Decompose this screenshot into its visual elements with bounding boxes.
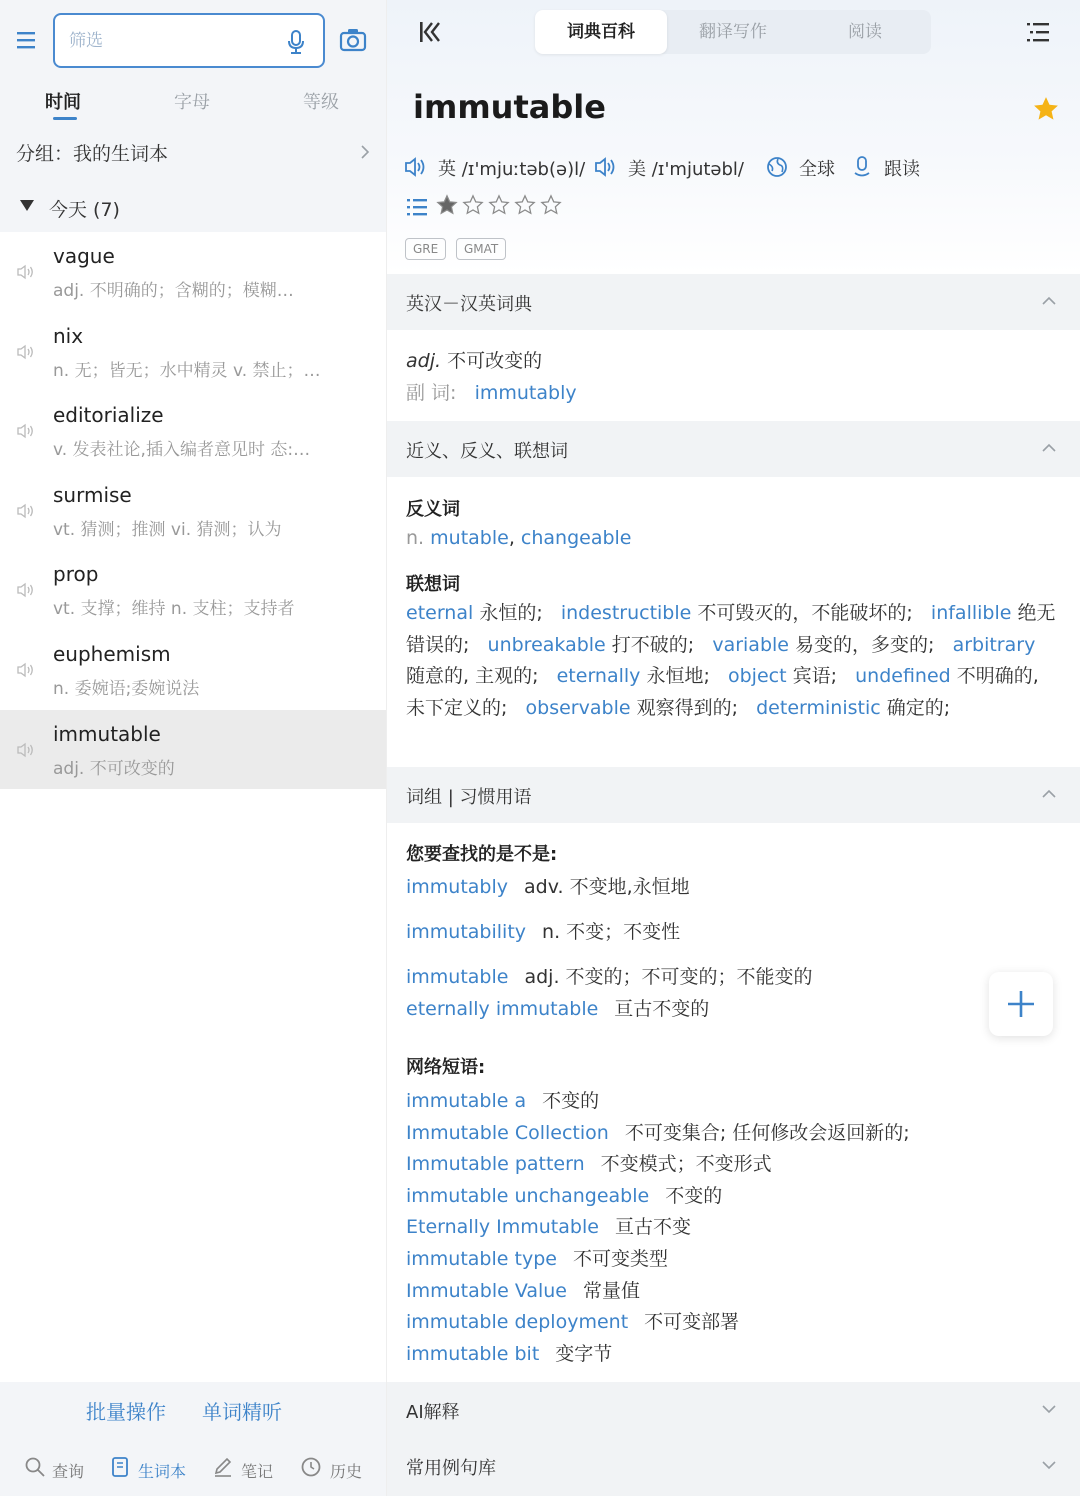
chevron-down-icon: [1041, 1459, 1057, 1471]
collapse-sidebar-icon[interactable]: [417, 20, 443, 44]
menu-icon[interactable]: [14, 28, 40, 52]
list-item-word: vague: [53, 244, 115, 268]
web-phrase-meaning: 不变的: [542, 1090, 600, 1112]
web-phrase[interactable]: Eternally Immutable: [406, 1216, 599, 1239]
web-phrase-item[interactable]: [406, 1307, 739, 1334]
active-tab-indicator: [53, 117, 77, 120]
speaker-uk-icon[interactable]: [404, 156, 428, 178]
lookup-item[interactable]: [406, 917, 680, 944]
web-phrase-item[interactable]: [406, 1339, 612, 1366]
web-phrase-item[interactable]: [406, 1149, 772, 1176]
web-phrase[interactable]: immutable unchangeable: [406, 1184, 650, 1207]
association-link[interactable]: object: [727, 665, 787, 687]
association-link[interactable]: variable: [712, 633, 789, 656]
star-empty-icon: [488, 194, 514, 216]
tab-translate-write[interactable]: 翻译写作: [699, 22, 767, 42]
tab-dictionary[interactable]: 词典百科: [535, 10, 667, 54]
list-item[interactable]: [0, 312, 386, 392]
list-item-word: prop: [53, 562, 99, 587]
sort-tab-time[interactable]: 时间: [45, 92, 81, 113]
list-item-definition: n. 委婉语;委婉说法: [53, 678, 200, 699]
section-title: 词组 | 习惯用语: [406, 787, 532, 808]
pencil-icon[interactable]: [212, 1456, 234, 1478]
lookup-meaning: n. 不变；不变性: [542, 921, 681, 943]
association-link[interactable]: indestructible: [560, 602, 692, 624]
collapse-triangle-icon: [20, 200, 34, 212]
word-book-footer: [0, 1382, 386, 1496]
word-list: [0, 232, 386, 789]
web-phrase[interactable]: immutable a: [406, 1090, 527, 1112]
nav-history[interactable]: 历史: [330, 1462, 363, 1481]
association-link[interactable]: observable: [525, 696, 631, 719]
web-phrase[interactable]: Immutable Collection: [406, 1121, 609, 1144]
antonym-link[interactable]: changeable: [520, 527, 632, 549]
association-meaning: 观察得到的;: [636, 696, 738, 719]
list-item[interactable]: [0, 391, 386, 471]
web-phrase-meaning: 不可变集合; 任何修改会返回新的;: [624, 1121, 910, 1144]
association-meaning: 不明确的,未下定义的;: [406, 665, 1039, 719]
bottom-nav: [0, 1444, 386, 1496]
web-phrase-item[interactable]: [406, 1181, 722, 1208]
star-empty-icon: [462, 194, 488, 216]
web-phrase[interactable]: Immutable pattern: [406, 1153, 585, 1176]
antonym-link[interactable]: mutable: [430, 527, 509, 549]
web-phrase-item[interactable]: [406, 1212, 691, 1239]
association-meaning: 打不破的;: [611, 633, 695, 656]
chevron-up-icon: [1041, 295, 1057, 307]
definition-text: 不可改变的: [447, 350, 543, 372]
association-meaning: 永恒地;: [646, 665, 710, 687]
adverb-label: 副 词:: [406, 382, 457, 404]
star-filled-icon: [436, 194, 462, 216]
globe-icon[interactable]: [765, 156, 789, 178]
list-item[interactable]: [0, 630, 386, 710]
microphone-icon[interactable]: [287, 29, 305, 55]
day-group-today[interactable]: [0, 188, 386, 228]
list-item-word: immutable: [53, 721, 161, 746]
section-title: AI解释: [406, 1402, 460, 1423]
speaker-icon[interactable]: [17, 264, 37, 280]
nav-word-book[interactable]: 生词本: [138, 1462, 187, 1481]
web-phrase[interactable]: Immutable Value: [406, 1279, 567, 1302]
web-phrases-title: 网络短语:: [406, 1057, 486, 1078]
tab-reading[interactable]: 阅读: [848, 22, 882, 42]
section-phrases-header[interactable]: [387, 767, 1080, 823]
nav-lookup[interactable]: 查询: [52, 1462, 85, 1481]
star-empty-icon: [540, 194, 566, 216]
list-item-definition: n. 无；皆无；水中精灵 v. 禁止；…: [53, 360, 321, 381]
speaker-icon[interactable]: [17, 423, 37, 439]
word-listening-button[interactable]: 单词精听: [202, 1400, 282, 1424]
lookup-item[interactable]: [406, 994, 709, 1021]
sort-tab-letter[interactable]: 字母: [174, 92, 210, 113]
lookup-word[interactable]: immutable: [406, 966, 509, 988]
antonym-pos: n.: [406, 527, 425, 549]
section-examples-header[interactable]: [387, 1438, 1080, 1496]
follow-read[interactable]: 跟读: [884, 159, 920, 180]
list-item[interactable]: [0, 710, 386, 790]
section-title: 常用例句库: [406, 1458, 496, 1479]
difficulty-rating: [436, 194, 566, 220]
speaker-icon[interactable]: [17, 742, 37, 758]
exam-tag: GRE: [405, 238, 446, 260]
camera-icon[interactable]: [339, 27, 367, 53]
plus-icon: [1006, 989, 1036, 1019]
filter-search-box[interactable]: [53, 13, 325, 68]
global-pronunciation[interactable]: 全球: [799, 159, 835, 180]
association-meaning: 绝无错误的;: [406, 602, 1056, 656]
sort-tab-level[interactable]: 等级: [303, 92, 339, 113]
favorite-star-icon[interactable]: [1032, 95, 1060, 123]
list-item-word: nix: [53, 323, 84, 348]
lookup-meaning: 亘古不变的: [614, 998, 710, 1020]
list-item[interactable]: [0, 550, 386, 630]
speaker-us-icon[interactable]: [594, 156, 618, 178]
pronunciation-us: 美 /ɪ'mjutəbl/: [628, 159, 744, 180]
section-synonyms-header[interactable]: [387, 421, 1080, 477]
adverb-link[interactable]: immutably: [474, 382, 577, 404]
section-title: 近义、反义、联想词: [406, 441, 568, 462]
lookup-word[interactable]: eternally immutable: [406, 998, 599, 1020]
antonyms-title: 反义词: [406, 499, 460, 520]
association-title: 联想词: [406, 574, 460, 595]
web-phrase-item[interactable]: [406, 1086, 599, 1113]
word-list-icon[interactable]: [406, 197, 428, 217]
association-meaning: 宾语;: [792, 665, 837, 687]
association-link[interactable]: deterministic: [756, 696, 881, 719]
chevron-up-icon: [1041, 442, 1057, 454]
speaker-icon[interactable]: [17, 662, 37, 678]
association-meaning: 不可毁灭的，不能破坏的;: [697, 602, 913, 624]
web-phrase-meaning: 不可变部署: [644, 1311, 740, 1334]
association-link[interactable]: undefined: [855, 665, 951, 687]
exam-tag: GMAT: [456, 238, 506, 260]
association-meaning: 永恒的;: [479, 602, 543, 624]
list-item[interactable]: [0, 471, 386, 551]
word-book-pane: [0, 0, 386, 1496]
association-words: [406, 598, 1056, 724]
filter-input[interactable]: [69, 27, 269, 55]
chevron-down-icon: [1041, 1403, 1057, 1415]
section-ai-header[interactable]: [387, 1382, 1080, 1438]
list-item-word: surmise: [53, 482, 132, 507]
nav-notes[interactable]: 笔记: [241, 1462, 274, 1481]
dictionary-pane: 词典百科 翻译写作 阅读 immutable 英 /ɪ'mjuːtəb(ə)l/ 美 /ɪ'mjutəbl/ 全球 跟读 GRE GMAT 英汉－汉英词典 adj. 不可改变的 副 词: immutably 近义、反义、联想词 反义词 n. mutable, changeable 联想词 eternal 永恒的; indestructible 不可毁灭的，不能破坏的; infallible 绝无错误的; unbreakable 打不破的; variable 易变的，多变的; arbitrary 随意的, 主观的; eternally 永恒地; object 宾语; undefined 不明确的,未下定义的; observable 观察得到的; deterministic 确定的; 词组 | 习惯用语 您要查找的是不是: immutably adv. 不变地,永恒地 immutability n. 不变；不变性 immutable adj. 不变的；不可变的；不能变的 eternally immutable 亘古不变的 网络短语: immutable a 不变的 Immutable Collection 不可变集合; 任何修改会返回新的; Immutable pattern 不变模式；不变形式 immutable unchangeable 不变的 Eternally Immutable 亘古不变 immutable type 不可变类型 Immutable Value 常量值 immutable deployment 不可变部署 immutable bit 变字节 AI解释 常用例句库: [386, 0, 1080, 1496]
web-phrase[interactable]: immutable deployment: [406, 1311, 629, 1334]
clock-icon[interactable]: [300, 1456, 322, 1478]
association-meaning: 确定的;: [886, 696, 951, 719]
lookup-item[interactable]: [406, 872, 690, 899]
lookup-title: 您要查找的是不是:: [406, 844, 558, 865]
list-item-definition: vt. 猜测；推测 vi. 猜测；认为: [53, 519, 282, 540]
association-link[interactable]: arbitrary: [952, 633, 1036, 656]
chevron-right-icon: [360, 144, 370, 160]
list-item-word: editorialize: [53, 403, 164, 428]
group-label: 分组：我的生词本: [16, 143, 169, 165]
pronunciation-uk: 英 /ɪ'mjuːtəb(ə)l/: [438, 159, 586, 180]
list-item-definition: adj. 不可改变的: [53, 758, 175, 779]
lookup-word[interactable]: immutability: [406, 921, 527, 943]
word-book-icon[interactable]: [110, 1456, 132, 1478]
web-phrase-meaning: 不变的: [665, 1184, 723, 1207]
association-meaning: 随意的, 主观的;: [406, 665, 539, 687]
list-item-definition: v. 发表社论,插入编者意见时 态:…: [53, 440, 311, 461]
speaker-icon[interactable]: [17, 344, 37, 360]
definition: [406, 346, 542, 373]
web-phrase-meaning: 常量值: [583, 1279, 641, 1302]
web-phrase[interactable]: immutable bit: [406, 1342, 540, 1365]
day-group-label: 今天 (7): [49, 199, 120, 221]
web-phrase-meaning: 不变模式；不变形式: [600, 1153, 772, 1176]
association-link[interactable]: unbreakable: [487, 633, 606, 656]
batch-operation-button[interactable]: 批量操作: [86, 1400, 166, 1424]
lookup-meaning: adv. 不变地,永恒地: [524, 876, 690, 898]
web-phrase-item[interactable]: [406, 1276, 640, 1303]
part-of-speech: adj.: [406, 350, 442, 372]
search-icon[interactable]: [24, 1456, 46, 1478]
web-phrase[interactable]: immutable type: [406, 1248, 557, 1270]
microphone-icon[interactable]: [850, 156, 874, 178]
association-link[interactable]: eternally: [556, 665, 641, 687]
section-title: 英汉－汉英词典: [406, 294, 532, 315]
lookup-item[interactable]: [406, 962, 813, 989]
list-item-definition: vt. 支撑；维持 n. 支柱；支持者: [53, 599, 295, 620]
association-link[interactable]: eternal: [406, 602, 474, 624]
speaker-icon[interactable]: [17, 582, 37, 598]
section-dictionary-header[interactable]: [387, 274, 1080, 330]
web-phrase-meaning: 不可变类型: [572, 1248, 668, 1270]
association-link[interactable]: infallible: [930, 602, 1012, 624]
headword: immutable: [413, 88, 606, 126]
add-button[interactable]: [989, 972, 1053, 1036]
list-item-definition: adj. 不明确的；含糊的；模糊…: [53, 281, 294, 301]
chevron-up-icon: [1041, 788, 1057, 800]
web-phrase-meaning: 变字节: [555, 1342, 613, 1365]
association-meaning: 易变的，多变的;: [795, 633, 935, 656]
web-phrase-meaning: 亘古不变: [614, 1216, 691, 1239]
group-selector[interactable]: [0, 130, 386, 174]
lookup-word[interactable]: immutably: [406, 876, 509, 898]
mode-tabs: [535, 10, 931, 54]
web-phrase-item[interactable]: [406, 1244, 668, 1271]
lookup-meaning: adj. 不变的；不可变的；不能变的: [524, 966, 813, 988]
speaker-icon[interactable]: [17, 503, 37, 519]
web-phrase-item[interactable]: [406, 1118, 910, 1145]
list-item[interactable]: [0, 232, 386, 312]
star-empty-icon: [514, 194, 540, 216]
outline-list-icon[interactable]: [1025, 20, 1051, 44]
list-item-word: euphemism: [53, 641, 171, 666]
